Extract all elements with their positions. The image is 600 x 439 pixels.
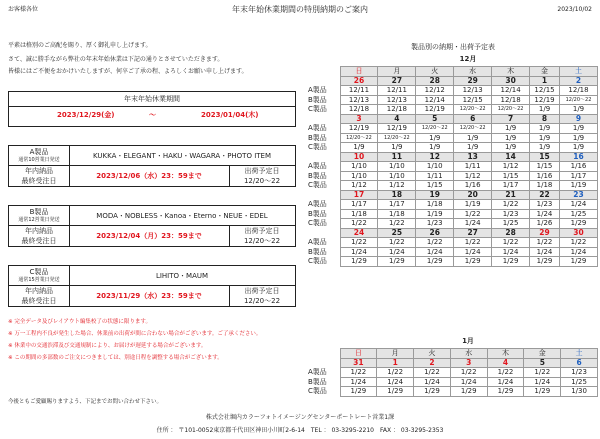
- ship-date-cell: 1/29: [560, 219, 598, 229]
- row-label: C製品: [308, 387, 327, 396]
- ship-date-cell: 1/10: [340, 162, 378, 172]
- ship-date-cell: 12/19: [416, 105, 454, 115]
- ship-date-cell: 1/25: [492, 219, 530, 229]
- ship-date-cell: 1/29: [414, 387, 451, 397]
- ship-date-cell: 1/29: [340, 387, 377, 397]
- holiday-end: 2023/01/04(木): [201, 111, 259, 119]
- ship-date-cell: 1/9: [378, 143, 416, 153]
- ship-date-cell: 1/22: [530, 238, 560, 248]
- ship-date-cell: 1/11: [416, 171, 454, 181]
- ship-date-cell: 12/14: [492, 86, 530, 96]
- product-row2: 最終受注日: [21, 237, 57, 245]
- ship-date-cell: 1/17: [492, 181, 530, 191]
- ship-label: 出荷予定日: [244, 227, 280, 235]
- day-number: 18: [378, 190, 416, 200]
- ship-date-cell: 12/20～22: [454, 124, 492, 134]
- ship-date-cell: 1/16: [454, 181, 492, 191]
- ship-date-cell: 1/22: [454, 209, 492, 219]
- jan-label: 1月: [462, 337, 474, 345]
- weekday-header: 月: [378, 67, 416, 77]
- day-number: 1: [530, 76, 560, 86]
- row-label: A製品: [308, 368, 327, 377]
- ship-date-cell: 1/9: [416, 143, 454, 153]
- closing-text: 今後ともご愛顧賜りますよう、下記までお問い合わせ下さい。: [8, 399, 163, 405]
- day-number: 16: [560, 152, 598, 162]
- day-number: 27: [378, 76, 416, 86]
- ship-date-cell: 1/9: [560, 143, 598, 153]
- row-label: C製品: [308, 143, 327, 152]
- ship-date-cell: 1/18: [340, 209, 378, 219]
- day-number: 30: [492, 76, 530, 86]
- ship-date-cell: 12/20～22: [560, 95, 598, 105]
- footer-company: 株式会社堀内カラーフォトイメージングセンターポートレート営業1課: [205, 414, 395, 421]
- day-number: 31: [340, 358, 377, 368]
- ship-date-cell: 1/17: [378, 200, 416, 210]
- recipient: お客様各位: [8, 6, 39, 13]
- weekday-header: 月: [377, 349, 414, 359]
- ship-date-cell: 1/9: [560, 105, 598, 115]
- day-number: 3: [340, 114, 378, 124]
- dec-label: 12月: [459, 55, 477, 63]
- day-number: 14: [492, 152, 530, 162]
- day-number: 11: [378, 152, 416, 162]
- ship-date-cell: 1/23: [530, 200, 560, 210]
- product-box-a: [8, 145, 296, 187]
- product-brands: MODA・NOBLESS・Kanoa・Eterno・NEUE・EDEL: [96, 212, 268, 220]
- weekday-header: 金: [524, 349, 561, 359]
- ship-date-cell: 1/29: [378, 257, 416, 267]
- ship-date-cell: 12/19: [378, 124, 416, 134]
- day-number: 23: [560, 190, 598, 200]
- ship-date-cell: 1/9: [530, 133, 560, 143]
- product-name: B製品: [29, 208, 49, 216]
- ship-date-cell: 12/11: [340, 86, 378, 96]
- ship-date-cell: 12/15: [454, 95, 492, 105]
- ship-label: 出荷予定日: [244, 287, 280, 295]
- day-number: 12: [416, 152, 454, 162]
- ship-date-cell: 1/24: [416, 247, 454, 257]
- day-number: 15: [530, 152, 560, 162]
- ship-date-cell: 1/25: [561, 377, 598, 387]
- ship-date-cell: 12/18: [492, 95, 530, 105]
- ship-date-cell: 1/24: [450, 377, 487, 387]
- footer-address: 住所 ： 〒101-0052東京都千代田区神田小川町2-6-14 TEL ： 03-3295-2210 FAX ： 03-3295-2353: [156, 427, 444, 434]
- ship-date-cell: 12/20～22: [454, 105, 492, 115]
- product-note: 通常15営業日発送: [18, 277, 60, 283]
- day-number: 1: [377, 358, 414, 368]
- ship-date-cell: 1/22: [414, 368, 451, 378]
- ship-date-cell: 1/24: [454, 247, 492, 257]
- ship-date-cell: 12/20～22: [340, 133, 378, 143]
- corner-cell: [308, 67, 340, 77]
- day-number: 20: [454, 190, 492, 200]
- ship-date-cell: 1/22: [340, 219, 378, 229]
- day-number: 28: [492, 228, 530, 238]
- day-number: 26: [416, 228, 454, 238]
- corner-cell: [308, 349, 340, 359]
- january-table: [308, 348, 598, 397]
- row-label: A製品: [308, 86, 327, 95]
- row-label: B製品: [308, 377, 327, 386]
- ship-date-cell: 1/9: [416, 133, 454, 143]
- ship-date-cell: 1/12: [492, 162, 530, 172]
- ship-date-cell: 12/11: [378, 86, 416, 96]
- ship-date-cell: 1/19: [416, 209, 454, 219]
- ship-date-cell: 1/16: [560, 162, 598, 172]
- ship-date-cell: 1/12: [340, 181, 378, 191]
- ship-date-cell: 1/30: [561, 387, 598, 397]
- ship-date-cell: 1/24: [414, 377, 451, 387]
- day-number: 3: [450, 358, 487, 368]
- ship-date-cell: 1/24: [378, 247, 416, 257]
- corner-cell: [308, 114, 340, 124]
- ship-date-cell: 12/19: [340, 124, 378, 134]
- note-1: ※ 完全データ及びレイアウト編集校了の状態に限ります。: [8, 319, 151, 325]
- day-number: 29: [530, 228, 560, 238]
- ship-date-cell: 1/24: [487, 377, 524, 387]
- ship-date-cell: 1/9: [560, 133, 598, 143]
- ship-date-cell: 1/29: [530, 257, 560, 267]
- weekday-header: 火: [416, 67, 454, 77]
- ship-date-cell: 1/22: [454, 238, 492, 248]
- product-brands: KUKKA・ELEGANT・HAKU・WAGARA・PHOTO ITEM: [92, 152, 271, 160]
- row-label: B製品: [308, 171, 327, 180]
- ship-date-cell: 12/20～22: [492, 105, 530, 115]
- ship-date-cell: 1/10: [378, 162, 416, 172]
- weekday-header: 日: [340, 67, 378, 77]
- ship-date-cell: 1/24: [560, 247, 598, 257]
- ship-date-cell: 1/22: [416, 238, 454, 248]
- corner-cell: [308, 76, 340, 86]
- ship-date-cell: 1/22: [340, 368, 377, 378]
- product-box-b: [8, 205, 296, 247]
- day-number: 25: [378, 228, 416, 238]
- corner-cell: [308, 152, 340, 162]
- holiday-box: [8, 91, 296, 127]
- ship-date-cell: 1/29: [454, 257, 492, 267]
- day-number: 9: [560, 114, 598, 124]
- day-number: 30: [560, 228, 598, 238]
- day-number: 5: [524, 358, 561, 368]
- row-label: A製品: [308, 124, 327, 133]
- product-brands: LIHITO・MAUM: [155, 272, 209, 280]
- row-label: C製品: [308, 181, 327, 190]
- day-number: 24: [340, 228, 378, 238]
- note-2: ※ 万一工程内不良が発生した場合、休業前の出荷が間に合わない場合がございます。ご了承ください。: [8, 331, 262, 337]
- ship-date-cell: 1/9: [492, 133, 530, 143]
- row-label: C製品: [308, 257, 327, 266]
- ship-date-cell: 1/18: [530, 181, 560, 191]
- row-label: B製品: [308, 133, 327, 142]
- ship-date-cell: 1/10: [340, 171, 378, 181]
- ship-date-cell: 1/9: [454, 143, 492, 153]
- product-box-c: [8, 265, 296, 307]
- row-label: A製品: [308, 162, 327, 171]
- weekday-header: 土: [560, 67, 598, 77]
- ship-date-cell: 1/29: [524, 387, 561, 397]
- ship-date-cell: 12/19: [530, 95, 560, 105]
- product-row1: 年内納品: [25, 227, 53, 235]
- day-number: 7: [492, 114, 530, 124]
- day-number: 21: [492, 190, 530, 200]
- ship-date-cell: 1/29: [560, 257, 598, 267]
- row-label: C製品: [308, 105, 327, 114]
- product-name: C製品: [29, 268, 49, 276]
- ship-date-cell: 1/10: [416, 162, 454, 172]
- day-number: 6: [454, 114, 492, 124]
- product-row1: 年内納品: [25, 287, 53, 295]
- day-number: 13: [454, 152, 492, 162]
- ship-date-cell: 1/24: [454, 219, 492, 229]
- ship-date-cell: 1/29: [487, 387, 524, 397]
- ship-date-cell: 1/9: [340, 143, 378, 153]
- product-note: 通常10営業日発送: [18, 157, 60, 163]
- ship-date-cell: 1/22: [492, 200, 530, 210]
- ship-value: 12/20～22: [243, 297, 281, 305]
- product-name: A製品: [29, 148, 49, 156]
- ship-date-cell: 1/15: [530, 162, 560, 172]
- day-number: 26: [340, 76, 378, 86]
- ship-date-cell: 1/18: [416, 200, 454, 210]
- day-number: 28: [416, 76, 454, 86]
- ship-date-cell: 1/9: [454, 133, 492, 143]
- weekday-header: 水: [450, 349, 487, 359]
- ship-date-cell: 1/9: [492, 143, 530, 153]
- day-number: 17: [340, 190, 378, 200]
- order-deadline: 2023/11/29（水）23：59まで: [96, 292, 202, 300]
- ship-date-cell: 12/13: [340, 95, 378, 105]
- ship-date-cell: 1/25: [560, 209, 598, 219]
- ship-date-cell: 1/22: [487, 368, 524, 378]
- day-number: 8: [530, 114, 560, 124]
- ship-date-cell: 1/19: [560, 181, 598, 191]
- product-note: 通常12営業日発送: [18, 217, 60, 223]
- ship-date-cell: 12/18: [340, 105, 378, 115]
- december-table: [308, 66, 598, 267]
- weekday-header: 火: [414, 349, 451, 359]
- ship-date-cell: 12/14: [416, 95, 454, 105]
- ship-date-cell: 1/24: [524, 377, 561, 387]
- issue-date: 2023/10/02: [557, 6, 592, 13]
- product-row2: 最終受注日: [21, 297, 57, 305]
- ship-value: 12/20～22: [243, 237, 281, 245]
- ship-date-cell: 1/15: [416, 181, 454, 191]
- day-number: 4: [487, 358, 524, 368]
- ship-date-cell: 1/24: [560, 200, 598, 210]
- order-deadline: 2023/12/04（月）23：59まで: [96, 232, 202, 240]
- ship-date-cell: 1/17: [560, 171, 598, 181]
- ship-date-cell: 1/19: [454, 200, 492, 210]
- weekday-header: 木: [492, 67, 530, 77]
- ship-date-cell: 1/29: [340, 257, 378, 267]
- ship-date-cell: 1/22: [524, 368, 561, 378]
- ship-date-cell: 12/18: [378, 105, 416, 115]
- ship-date-cell: 1/23: [561, 368, 598, 378]
- day-number: 5: [416, 114, 454, 124]
- ship-date-cell: 12/13: [378, 95, 416, 105]
- note-3: ※ 休業中の交通渋滞及び交通規制により、お届けが遅延する場合がございます。: [8, 343, 207, 349]
- ship-date-cell: 1/18: [378, 209, 416, 219]
- ship-date-cell: 1/29: [416, 257, 454, 267]
- day-number: 19: [416, 190, 454, 200]
- order-deadline: 2023/12/06（水）23：59まで: [96, 172, 202, 180]
- ship-date-cell: 1/24: [530, 209, 560, 219]
- corner-cell: [308, 190, 340, 200]
- ship-date-cell: 1/22: [492, 238, 530, 248]
- calendar-title: 製品別の納期・出荷予定表: [411, 43, 495, 51]
- weekday-header: 木: [487, 349, 524, 359]
- row-label: A製品: [308, 238, 327, 247]
- row-label: B製品: [308, 247, 327, 256]
- ship-date-cell: 12/20～22: [416, 124, 454, 134]
- weekday-header: 水: [454, 67, 492, 77]
- ship-date-cell: 1/22: [450, 368, 487, 378]
- ship-date-cell: 1/24: [530, 247, 560, 257]
- ship-date-cell: 1/29: [450, 387, 487, 397]
- day-number: 2: [414, 358, 451, 368]
- ship-date-cell: 1/23: [416, 219, 454, 229]
- row-label: C製品: [308, 219, 327, 228]
- ship-date-cell: 12/18: [560, 86, 598, 96]
- ship-date-cell: 1/9: [560, 124, 598, 134]
- ship-date-cell: 1/10: [378, 171, 416, 181]
- holiday-tilde: ～: [149, 111, 156, 119]
- intro-line-2: さて、誠に勝手ながら弊社の年末年始休業は下記の通りとさせていただきます。: [8, 56, 224, 63]
- weekday-header: 金: [530, 67, 560, 77]
- ship-date-cell: 1/22: [340, 238, 378, 248]
- intro-line-1: 平素は格別のご高配を賜り、厚く御礼申し上げます。: [8, 42, 152, 49]
- row-label: A製品: [308, 200, 327, 209]
- day-number: 27: [454, 228, 492, 238]
- ship-date-cell: 12/12: [416, 86, 454, 96]
- weekday-header: 日: [340, 349, 377, 359]
- ship-date-cell: 1/16: [530, 171, 560, 181]
- corner-cell: [308, 358, 340, 368]
- day-number: 29: [454, 76, 492, 86]
- ship-date-cell: 12/15: [530, 86, 560, 96]
- ship-label: 出荷予定日: [244, 167, 280, 175]
- ship-date-cell: 1/22: [378, 219, 416, 229]
- ship-date-cell: 1/24: [492, 247, 530, 257]
- ship-date-cell: 1/29: [377, 387, 414, 397]
- ship-date-cell: 1/26: [530, 219, 560, 229]
- ship-date-cell: 1/23: [492, 209, 530, 219]
- ship-value: 12/20～22: [243, 177, 281, 185]
- note-4: ※ この期間の多部数のご注文につきましては、別途日程を調整する場合がございます。: [8, 355, 223, 361]
- holiday-start: 2023/12/29(金): [57, 111, 115, 119]
- ship-date-cell: 1/9: [530, 124, 560, 134]
- corner-cell: [308, 228, 340, 238]
- row-label: B製品: [308, 95, 327, 104]
- intro-line-3: 皆様にはご不便をおかけいたしますが、何卒ご了承の程、よろしくお願い申し上げます。: [8, 68, 248, 75]
- ship-date-cell: 1/22: [377, 368, 414, 378]
- ship-date-cell: 1/29: [492, 257, 530, 267]
- ship-date-cell: 1/24: [340, 247, 378, 257]
- ship-date-cell: 1/9: [492, 124, 530, 134]
- product-row2: 最終受注日: [21, 177, 57, 185]
- day-number: 6: [561, 358, 598, 368]
- ship-date-cell: 1/15: [492, 171, 530, 181]
- ship-date-cell: 1/9: [530, 105, 560, 115]
- day-number: 22: [530, 190, 560, 200]
- day-number: 10: [340, 152, 378, 162]
- product-row1: 年内納品: [25, 167, 53, 175]
- ship-date-cell: 1/12: [454, 171, 492, 181]
- ship-date-cell: 1/24: [340, 377, 377, 387]
- ship-date-cell: 1/12: [378, 181, 416, 191]
- weekday-header: 土: [561, 349, 598, 359]
- row-label: B製品: [308, 209, 327, 218]
- ship-date-cell: 1/11: [454, 162, 492, 172]
- ship-date-cell: 12/20～22: [378, 133, 416, 143]
- day-number: 4: [378, 114, 416, 124]
- ship-date-cell: 1/24: [377, 377, 414, 387]
- ship-date-cell: 12/13: [454, 86, 492, 96]
- ship-date-cell: 1/22: [560, 238, 598, 248]
- page-title: 年末年始休業期間の特別納期のご案内: [232, 5, 368, 14]
- ship-date-cell: 1/17: [340, 200, 378, 210]
- holiday-label: 年末年始休業期間: [124, 95, 180, 103]
- ship-date-cell: 1/9: [530, 143, 560, 153]
- ship-date-cell: 1/22: [378, 238, 416, 248]
- day-number: 2: [560, 76, 598, 86]
